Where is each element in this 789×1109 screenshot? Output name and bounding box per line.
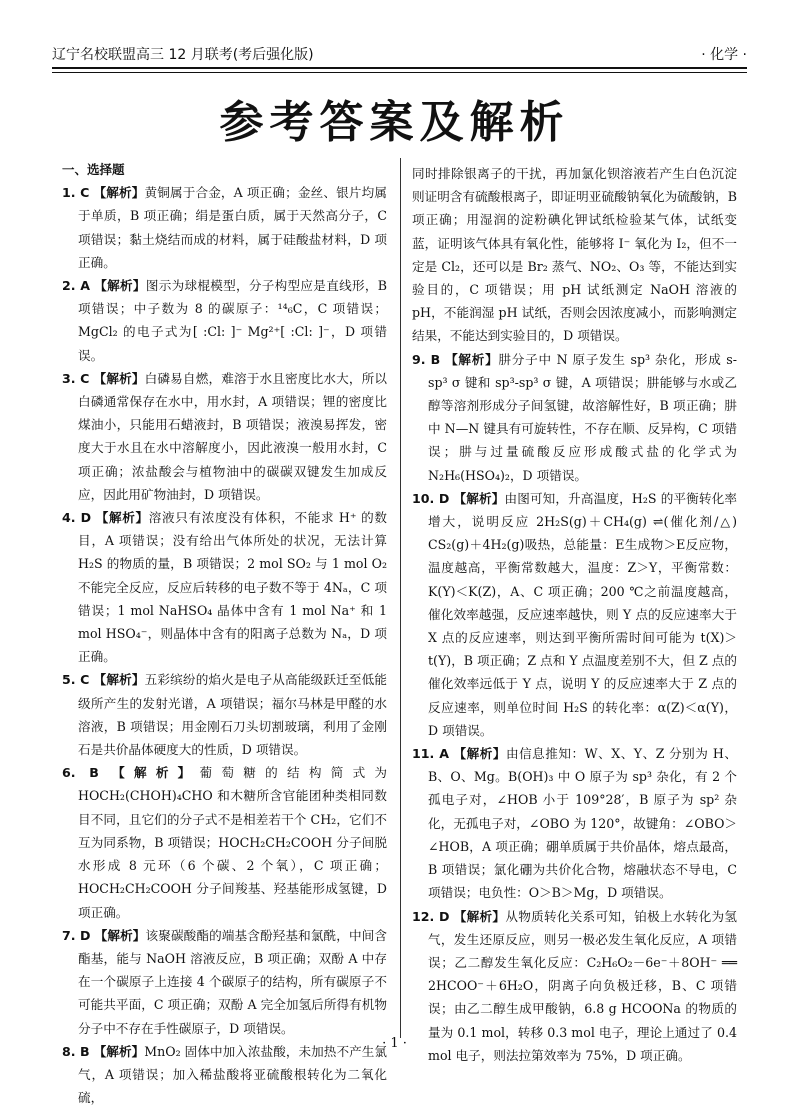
column-divider bbox=[400, 158, 401, 1038]
analysis-text: 肼分子中 N 原子发生 sp³ 杂化，形成 s-sp³ σ 键和 sp³-sp³ σ 键，A 项错误；肼能够与水或乙醇等溶剂形成分子间氢键，故溶解性好，B 项正确；肼中 N—N 键具有可旋转性，不存在顺、反异构，C 项错误；肼与过量硫酸反应形成酸式盐的化学式为 N₂H₆(HSO₄)₂，D 项错误。 bbox=[428, 351, 738, 483]
analysis-text: MnO₂ 固体中加入浓盐酸，未加热不产生氯气，A 项错误；加入稀盐酸将亚硫酸根转化为二氧化硫， bbox=[78, 1043, 387, 1106]
answer-key: 5. C bbox=[62, 672, 90, 688]
header-rule-thin bbox=[52, 72, 747, 73]
analysis-text: 该聚碳酸酯的端基含酚羟基和氯酰，中间含酯基，能与 NaOH 溶液反应，B 项正确；双酚 A 中存在一个碳原子上连接 4 个碳原子的结构，所有碳原子不可能共平面，C 项正确；双酚 A 完全加氢后所得有机物分子中不存在手性碳原子，D 项错误。 bbox=[78, 927, 388, 1036]
answer-item bbox=[62, 924, 387, 1040]
answer-item bbox=[412, 487, 737, 742]
answer-key: 9. B bbox=[412, 351, 441, 367]
analysis-tag: 【解析】 bbox=[93, 185, 145, 201]
analysis-text: 图示为球棍模型，分子构型应是直线形，B 项错误；中子数为 8 的碳原子：¹⁴₆C，C 项错误；MgCl₂ 的电子式为[ :Cl: ]⁻ Mg²⁺[ :Cl: ]⁻，D 项错误。 bbox=[78, 278, 387, 363]
answer-item bbox=[412, 162, 737, 348]
analysis-text: 黄铜属于合金，A 项正确；金丝、银片均属于单质，B 项正确；绢是蛋白质，属于天然高分子，C 项错误；黏土烧结而成的材料，属于硅酸盐材料，D 项正确。 bbox=[78, 185, 387, 270]
answer-item bbox=[62, 274, 387, 367]
answer-item bbox=[62, 668, 387, 761]
analysis-text: 葡萄糖的结构简式为 HOCH₂(CHOH)₄CHO 和木糖所含官能团种类相同数目不同，且它们的分子式不是相差若干个 CH₂，它们不互为同系物，B 项错误；HOCH₂CH₂COOH 分子间脱水形成 8 元环（6 个碳、2 个氧），C 项正确；HOCH₂CH₂COOH 分子间羧基、羟基能形成氢键，D 项正确。 bbox=[78, 765, 388, 920]
page-number: · 1 · bbox=[382, 1036, 407, 1051]
header-rule-thick bbox=[52, 67, 747, 69]
page-title: 参考答案及解析 bbox=[219, 97, 570, 148]
answer-key: 11. A bbox=[412, 746, 449, 762]
analysis-tag: 【解析】 bbox=[93, 370, 145, 386]
answer-item bbox=[412, 348, 737, 487]
analysis-tag: 【解析】 bbox=[94, 278, 146, 294]
answer-item bbox=[412, 742, 737, 904]
answer-item bbox=[62, 506, 387, 668]
answer-key: 6. B bbox=[62, 765, 99, 781]
answer-key: 4. D bbox=[62, 510, 92, 526]
header-exam-title: 辽宁名校联盟高三 12 月联考(考后强化版) bbox=[52, 47, 314, 63]
analysis-text: 由信息推知：W、X、Y、Z 分别为 H、B、O、Mg。B(OH)₃ 中 O 原子为 sp³ 杂化，有 2 个孤电子对，∠HOB 小于 109°28′，B 原子为 sp² 杂化，无孤电子对，∠OBO 为 120°，故键角：∠OBO＞∠HOB，A 项正确；硼单质属于共价晶体，熔点最高，B 项错误；氯化硼为共价化合物，熔融状态不导电，C 项错误；电负性：O＞B＞Mg，D 项错误。 bbox=[428, 746, 737, 901]
analysis-tag: 【解析】 bbox=[453, 490, 505, 506]
analysis-tag: 【解析】 bbox=[453, 746, 506, 762]
answer-key: 7. D bbox=[62, 927, 91, 943]
answer-item bbox=[62, 367, 387, 506]
answer-key: 10. D bbox=[412, 490, 450, 506]
right-column bbox=[412, 162, 737, 1067]
answer-key: 1. C bbox=[62, 185, 90, 201]
answer-item bbox=[62, 181, 387, 274]
analysis-tag: 【解析】 bbox=[112, 765, 200, 781]
answer-key: 12. D bbox=[412, 908, 450, 924]
analysis-tag: 【解析】 bbox=[95, 510, 149, 526]
answer-key: 3. C bbox=[62, 370, 90, 386]
left-column bbox=[62, 158, 387, 1109]
analysis-text: 从物质转化关系可知，铂极上水转化为氢气，发生还原反应，则另一极必发生氧化反应，A 项错误；乙二醇发生氧化反应：C₂H₆O₂－6e⁻＋8OH⁻ ══ 2HCOO⁻＋6H₂O，阴离子向负极迁移，B、C 项错误；由乙二醇生成甲酸钠，6.8 g HCOONa 的物质的量为 0.1 mol，转移 0.3 mol 电子，理论上通过了 0.4 mol 电子，则法拉第效率为 75%，D 项正确。 bbox=[428, 908, 738, 1063]
analysis-text: 白磷易自燃，难溶于水且密度比水大，所以白磷通常保存在水中，用水封，A 项错误；锂的密度比煤油小，只能用石蜡液封，B 项错误；液溴易挥发，密度大于水且在水中溶解度小，因此液溴一般用水封，C 项正确；浓盐酸会与植物油中的碳碳双键发生加成反应，因此用矿物油封，D 项错误。 bbox=[78, 370, 388, 502]
header-subject: · 化学 · bbox=[701, 47, 747, 63]
analysis-tag: 【解析】 bbox=[93, 1043, 145, 1059]
section-heading: 一、选择题 bbox=[62, 162, 125, 177]
analysis-tag: 【解析】 bbox=[94, 927, 146, 943]
analysis-tag: 【解析】 bbox=[93, 672, 145, 688]
analysis-text: 五彩缤纷的焰火是电子从高能级跃迁至低能级所产生的发射光谱，A 项错误；福尔马林是甲醛的水溶液，B 项错误；用金刚石刀头切割玻璃，利用了金刚石是共价晶体硬度大的性质，D 项错误。 bbox=[78, 672, 388, 758]
page-header bbox=[52, 42, 747, 66]
analysis-tag: 【解析】 bbox=[453, 908, 506, 924]
answer-key: 2. A bbox=[62, 278, 90, 294]
analysis-text: 溶液只有浓度没有体积，不能求 H⁺ 的数目，A 项错误；没有给出气体所处的状况，无法计算 H₂S 的物质的量，B 项错误；2 mol SO₂ 与 1 mol O₂ 不能完全反应，反应后转移的电子数不等于 4Nₐ，C 项错误；1 mol NaHSO₄ 晶体中含有 1 mol Na⁺ 和 1 mol HSO₄⁻，则晶体中含有的阳离子总数为 Nₐ，D 项正确。 bbox=[78, 510, 387, 665]
analysis-text: 同时排除银离子的干扰，再加氯化钡溶液若产生白色沉淀则证明含有硫酸根离子，即证明亚硫酸钠氧化为硫酸钠，B 项正确；用湿润的淀粉碘化钾试纸检验某气体，试纸变蓝，证明该气体具有氧化性，能够将 I⁻ 氧化为 I₂，但不一定是 Cl₂，还可以是 Br₂ 蒸气、NO₂、O₃ 等，不能达到实验目的，C 项错误；用 pH 试纸测定 NaOH 溶液的 pH，不能润湿 pH 试纸，否则会因浓度减小，而影响测定结果，不能达到实验目的，D 项错误。 bbox=[412, 166, 737, 344]
analysis-text: 由图可知，升高温度，H₂S 的平衡转化率增大，说明反应 2H₂S(g)＋CH₄(g) ⇌(催化剂/△) CS₂(g)＋4H₂(g)吸热，总能量：E生成物＞E反应物，温度越高，平衡常数越大，温度：Z＞Y，平衡常数：K(Y)＜K(Z)，A、C 项正确；200 ℃之前温度越高，催化效率越强，反应速率越快，则 Y 点的反应速率大于 X 点的反应速率，则达到平衡所需时间可能为 t(X)＞t(Y)，B 项正确；Z 点和 Y 点温度差别不大，但 Z 点的催化效率远低于 Y 点，说明 Y 的反应速率大于 Z 点的反应速率，则单位时间 H₂S 的转化率：α(Z)＜α(Y)，D 项错误。 bbox=[428, 490, 738, 738]
answer-item bbox=[62, 761, 387, 923]
analysis-tag: 【解析】 bbox=[445, 351, 499, 367]
answer-key: 8. B bbox=[62, 1043, 90, 1059]
